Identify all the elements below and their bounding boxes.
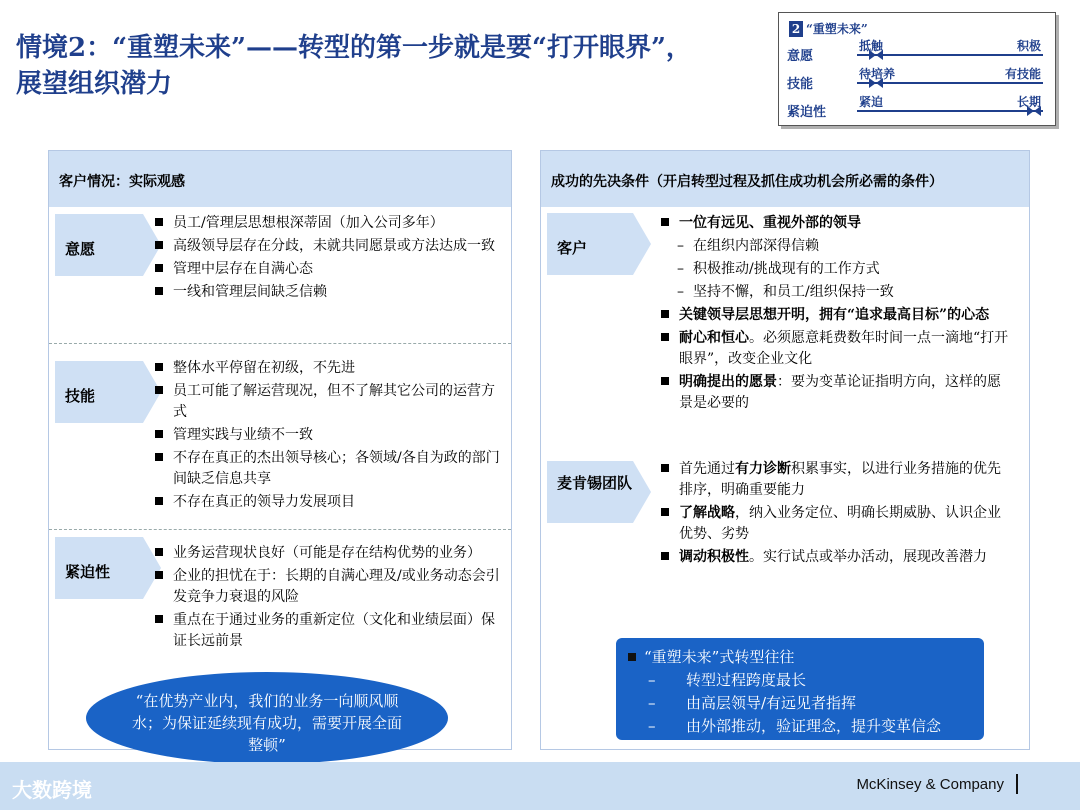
skills-bullets — [153, 358, 503, 515]
summary-item-text: 由高层领导/有远见者指挥 — [686, 694, 857, 712]
page-title — [16, 30, 776, 102]
list-item: 管理实践与业绩不一致 — [153, 425, 503, 446]
list-item — [659, 305, 1011, 326]
legend-badge — [789, 20, 868, 37]
client-situation-header: 客户情况：实际观感 — [49, 151, 511, 207]
client-situation-panel — [48, 150, 512, 750]
bowtie-marker-icon — [869, 48, 883, 62]
tag-mckinsey-team: 麦肯锡团队 — [547, 461, 633, 523]
transformation-summary-box — [616, 638, 984, 740]
dash-marker: – — [648, 717, 656, 735]
legend-low-label: 待培养 — [859, 67, 896, 81]
list-item: 一位有远见、重视外部的领导 — [659, 213, 1011, 234]
list-item — [659, 503, 1011, 545]
situation-legend — [778, 12, 1056, 126]
legend-scale-line — [857, 54, 1043, 56]
list-item: 不存在真正的领导力发展项目 — [153, 492, 503, 513]
tag-urgency: 紧迫性 — [55, 537, 143, 599]
title-line-1: 情境2：“重塑未来”——转型的第一步就是要“打开眼界”， — [16, 33, 692, 63]
item-text: ：要为变革论证指明方向，这样的愿景是必要的 — [679, 374, 1001, 411]
section-divider — [49, 343, 511, 344]
list-item: 管理中层存在自满心态 — [153, 259, 503, 280]
list-item — [659, 372, 1011, 414]
item-highlight: 了解战略 — [679, 505, 735, 521]
legend-row-label: 技能 — [787, 77, 814, 92]
footer-bar — [0, 762, 1080, 810]
watermark-logo: 大数跨境 — [12, 778, 92, 802]
legend-row-urgency — [787, 95, 1049, 119]
tag-client: 客户 — [547, 213, 633, 275]
section-divider — [49, 529, 511, 530]
dash-marker: – — [648, 671, 656, 689]
bowtie-marker-icon — [1027, 104, 1041, 118]
legend-badge-label: “重塑未来” — [806, 22, 868, 36]
client-prerequisites — [659, 213, 1011, 416]
list-item — [659, 547, 1011, 568]
summary-item — [626, 669, 974, 692]
item-highlight: 调动积极性 — [679, 549, 749, 565]
list-item: 一线和管理层间缺乏信赖 — [153, 282, 503, 303]
legend-low-label: 抵触 — [859, 39, 884, 53]
summary-item — [626, 692, 974, 715]
list-item: 企业的担忧在于：长期的自满心理及/或业务动态会引发竞争力衰退的风险 — [153, 566, 503, 608]
legend-low-label: 紧迫 — [859, 95, 884, 109]
legend-row-willingness — [787, 39, 1049, 63]
list-item: 不存在真正的杰出领导核心；各领域/各自为政的部门间缺乏信息共享 — [153, 448, 503, 490]
prerequisites-header: 成功的先决条件（开启转型过程及抓住成功机会所必需的条件） — [541, 151, 1029, 207]
list-item: 员工/管理层思想根深蒂固（加入公司多年） — [153, 213, 503, 234]
mckinsey-prerequisites — [659, 459, 1011, 570]
item-highlight: 耐心和恒心 — [679, 330, 749, 346]
legend-scale-line — [857, 82, 1043, 84]
urgency-bullets — [153, 543, 503, 654]
item-text: 关键领导层思想开明，拥有 — [679, 307, 847, 323]
legend-scale-line — [857, 110, 1043, 112]
tag-skills: 技能 — [55, 361, 143, 423]
legend-high-label: 有技能 — [1004, 67, 1041, 81]
list-item: 高级领导层存在分歧，未就共同愿景或方法达成一致 — [153, 236, 503, 257]
summary-item — [626, 715, 974, 738]
legend-high-label: 积极 — [1016, 39, 1041, 53]
list-item — [659, 328, 1011, 370]
client-quote-ellipse: “在优势产业内，我们的业务一向顺风顺水；为保证延续现有成功，需要开展全面整顿” — [86, 672, 448, 764]
legend-row-skills — [787, 67, 1049, 91]
list-item: 员工可能了解运营现况，但不了解其它公司的运营方式 — [153, 381, 503, 423]
willingness-bullets — [153, 213, 503, 305]
list-subitem: – 坚持不懈，和员工/组织保持一致 — [659, 282, 1011, 303]
summary-item-text: 由外部推动，验证理念，提升变革信念 — [686, 717, 942, 735]
item-text: 首先通过 — [679, 461, 735, 477]
legend-badge-number: 2 — [789, 21, 803, 37]
list-item — [659, 459, 1011, 501]
item-text: ，纳入业务定位、明确长期威胁、认识企业优势、劣势 — [679, 505, 1001, 542]
item-text: 。实行试点或举办活动，展现改善潜力 — [749, 549, 987, 565]
item-highlight: 有力诊断 — [735, 461, 791, 477]
item-highlight: 明确提出的愿景 — [679, 374, 777, 390]
list-item: 整体水平停留在初级，不先进 — [153, 358, 503, 379]
footer-divider — [1016, 774, 1018, 794]
list-subitem: – 在组织内部深得信赖 — [659, 236, 1011, 257]
tag-willingness: 意愿 — [55, 214, 143, 276]
legend-row-label: 紧迫性 — [787, 105, 827, 120]
company-name: McKinsey & Company — [856, 776, 1004, 793]
legend-row-label: 意愿 — [787, 49, 814, 64]
item-text: 的心态 — [947, 307, 990, 323]
list-item: 重点在于通过业务的重新定位（文化和业绩层面）保证长远前景 — [153, 610, 503, 652]
summary-head: “重塑未来”式转型往往 — [626, 646, 974, 669]
dash-marker: – — [648, 694, 656, 712]
title-line-2: 展望组织潜力 — [16, 69, 173, 99]
list-subitem: – 积极推动/挑战现有的工作方式 — [659, 259, 1011, 280]
legend-high-label: 长期 — [1016, 95, 1041, 109]
bowtie-marker-icon — [869, 76, 883, 90]
list-item: 业务运营现状良好（可能是存在结构优势的业务） — [153, 543, 503, 564]
item-text: 积累事实，以进行业务措施的优先排序，明确重要能力 — [679, 461, 1001, 498]
summary-item-text: 转型过程跨度最长 — [686, 671, 807, 689]
item-highlight: “追求最高目标” — [847, 307, 948, 323]
item-text: 。必须愿意耗费数年时间一点一滴地“打开眼界”，改变企业文化 — [679, 330, 1009, 367]
